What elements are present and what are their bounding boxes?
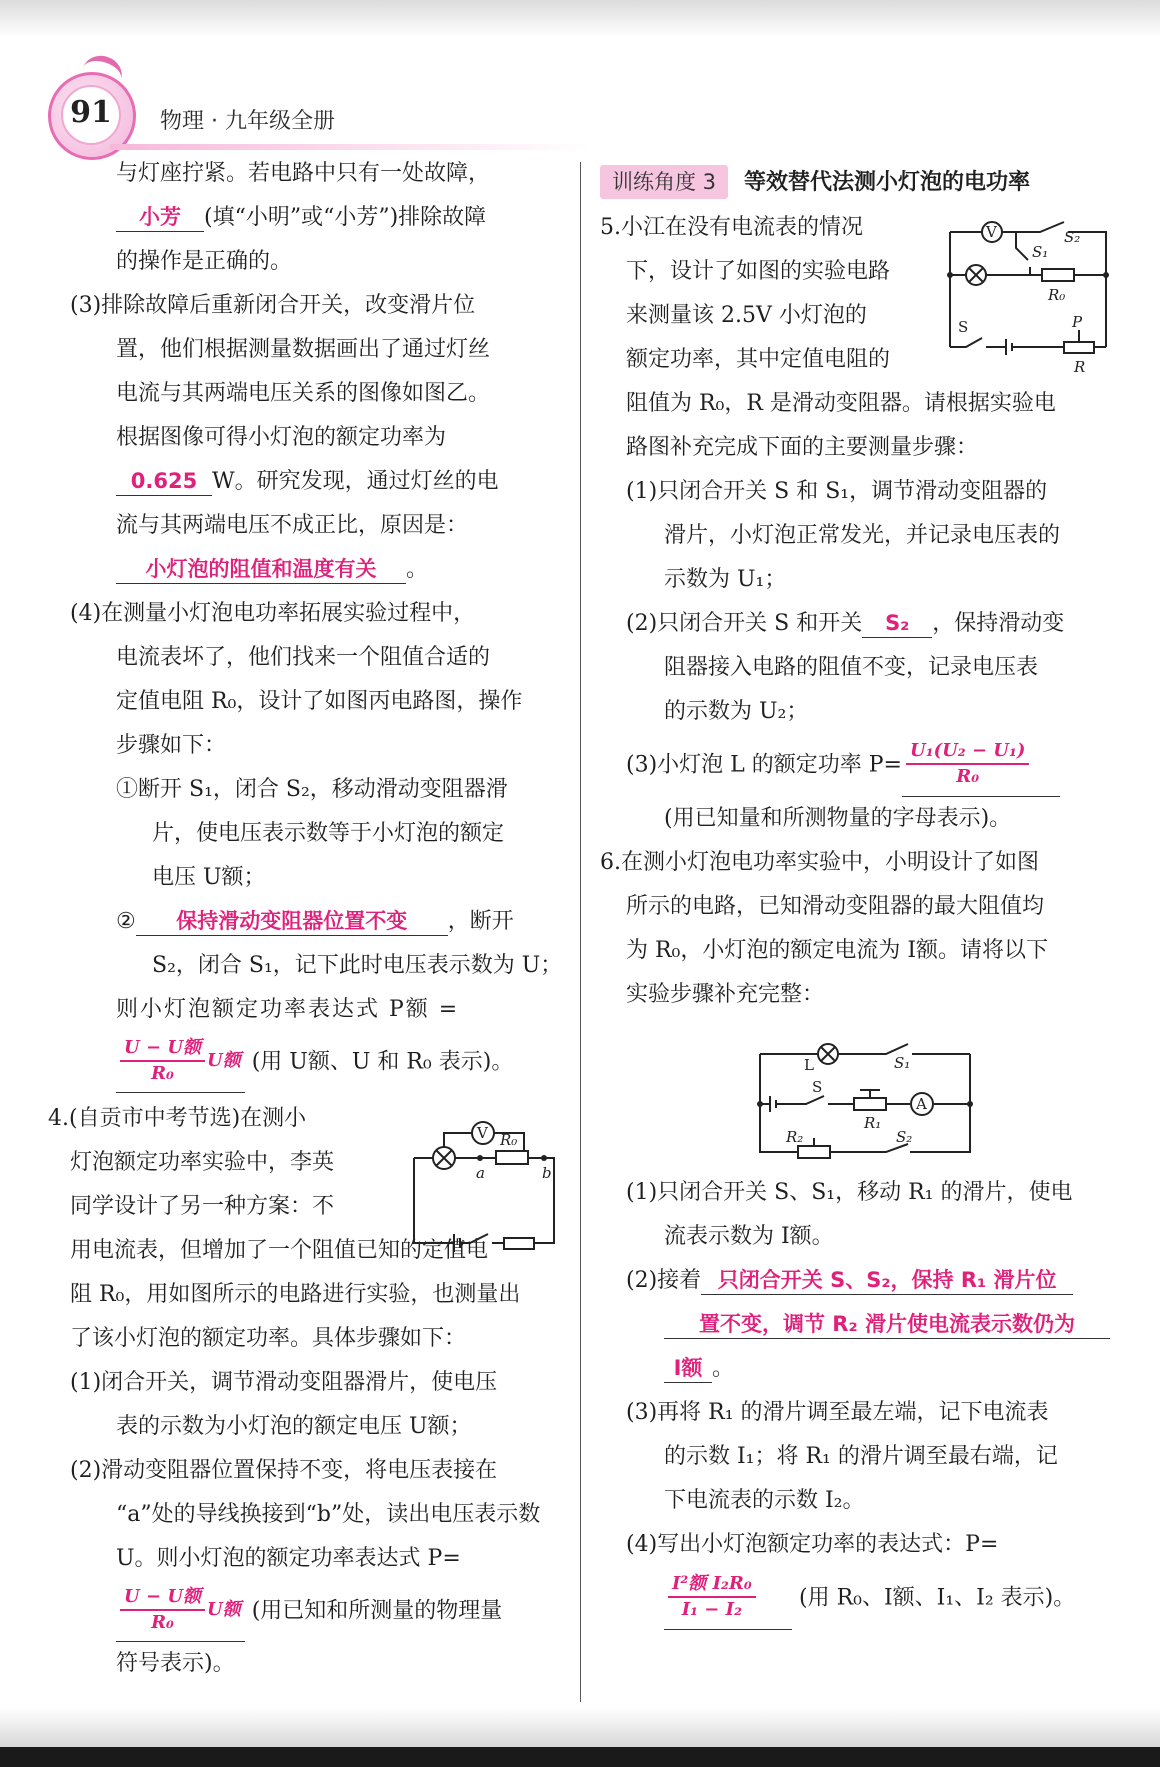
fraction — [120, 1036, 205, 1086]
text-line: 路图补充完成下面的主要测量步骤： — [626, 435, 979, 460]
text-line: 阻值为 R₀，R 是滑动变阻器。请根据实验电 — [626, 391, 1056, 416]
fraction-numerator: U − U额 — [120, 1036, 205, 1062]
circuit-wire — [760, 1044, 970, 1054]
text-line: 为 R₀，小灯泡的额定电流为 I额。请将以下 — [626, 938, 1049, 963]
text-line: 用电流表，但增加了一个阻值已知的定值电 — [70, 1238, 489, 1263]
resistor-r0-label: R₀ — [1048, 286, 1066, 304]
text-line — [600, 1347, 1110, 1391]
circuit-diagram-q5 — [940, 212, 1120, 382]
text-line: 的操作是正确的。 — [116, 249, 293, 274]
text-line: 实验步骤补充完整： — [626, 982, 825, 1007]
text-span: (2)只闭合开关 S 和开关 — [626, 611, 863, 636]
text-line: 定值电阻 R₀，设计了如图丙电路图，操作 — [116, 689, 523, 714]
lamp-label: L — [804, 1056, 814, 1074]
text-line: 表的示数为小灯泡的额定电压 U额； — [116, 1414, 472, 1439]
text-line: 所示的电路，已知滑动变阻器的最大阻值均 — [626, 894, 1045, 919]
text-span: (用 R₀、I额、I₁、I₂ 表示)。 — [799, 1585, 1076, 1611]
answer-blank: 小灯泡的阻值和温度有关 — [116, 555, 406, 584]
text-line: (3)排除故障后重新闭合开关，改变滑片位 — [70, 293, 476, 318]
text-line: 示数为 U₁； — [664, 567, 787, 592]
answer-formula — [116, 1032, 245, 1093]
circuit-diagram-q6 — [756, 1038, 978, 1162]
node — [967, 1101, 973, 1107]
node-b-label: b — [542, 1164, 552, 1182]
fraction-numerator: I²额 I₂R₀ — [668, 1572, 756, 1598]
switch-icon — [460, 1234, 504, 1243]
formula-tail: U额 — [207, 1050, 241, 1071]
text-line: (2)滑动变阻器位置保持不变，将电压表接在 — [70, 1458, 498, 1483]
circuit-wire — [950, 338, 1064, 355]
text-line: 与灯座拧紧。若电路中只有一处故障， — [116, 161, 491, 186]
fraction — [906, 739, 1029, 789]
switch-s1-label: S₁ — [894, 1054, 911, 1072]
text-span: (2)接着 — [626, 1268, 702, 1293]
section-heading — [600, 160, 1110, 206]
voltmeter-label: V — [477, 1124, 488, 1142]
rheostat-r1-icon — [854, 1098, 886, 1110]
text-line — [600, 1303, 1110, 1347]
page-top-shadow — [0, 0, 1160, 38]
text-line: (1)闭合开关，调节滑动变阻器滑片，使电压 — [70, 1370, 498, 1395]
book-title: 物理 · 九年级全册 — [160, 109, 335, 134]
text-line: (1)只闭合开关 S、S₁，移动 R₁ 的滑片，使电 — [626, 1180, 1073, 1205]
text-span: (用 U额、U 和 R₀ 表示)。 — [251, 1049, 514, 1075]
text-line: 的示数 I₁；将 R₁ 的滑片调至最右端，记 — [664, 1444, 1058, 1469]
text-line: 阻器接入电路的阻值不变，记录电压表 — [664, 655, 1039, 680]
text-span: ，保持滑动变 — [932, 611, 1065, 636]
text-line: 5.小江在没有电流表的情况 — [600, 215, 863, 240]
fraction-denominator: I₁ − I₂ — [681, 1599, 742, 1620]
text-line: 了该小灯泡的额定功率。具体步骤如下： — [70, 1326, 467, 1351]
rheostat-slider — [860, 1090, 880, 1098]
answer-formula — [664, 1567, 792, 1630]
answer-blank: 保持滑动变阻器位置不变 — [136, 907, 448, 936]
text-span: 。 — [406, 557, 429, 582]
text-line — [48, 460, 568, 504]
switch-s1-label: S₁ — [1032, 243, 1049, 261]
text-line: 电压 U额； — [152, 865, 266, 890]
text-line: U。则小灯泡的额定功率表达式 P= — [116, 1546, 461, 1571]
node — [1103, 272, 1109, 278]
text-line: S₂，闭合 S₁，记下此时电压表示数为 U； — [152, 953, 563, 978]
resistor-label: R₀ — [500, 1131, 518, 1149]
formula-line — [48, 1032, 568, 1093]
rheostat-r1-label: R₁ — [864, 1114, 882, 1132]
text-span: (用已知和所测量的物理量 — [251, 1598, 503, 1624]
text-line: 符号表示)。 — [116, 1651, 235, 1676]
text-line: 片，使电压表示数等于小灯泡的额定 — [152, 821, 505, 846]
text-line: 6.在测小灯泡电功率实验中，小明设计了如图 — [600, 850, 1039, 875]
answer-blank: 小芳 — [116, 203, 204, 232]
answer-blank: 置不变，调节 R₂ 滑片使电流表示数仍为 — [664, 1310, 1110, 1339]
text-line — [600, 1259, 1110, 1303]
battery-icon — [454, 1234, 460, 1252]
text-line — [48, 900, 568, 944]
text-line: 阻 R₀，用如图所示的电路进行实验，也测量出 — [70, 1282, 521, 1307]
answer-blank: 0.625 — [116, 467, 212, 496]
node-b — [541, 1155, 547, 1161]
answer-formula — [902, 734, 1060, 797]
text-line: 流表示数为 I额。 — [664, 1224, 834, 1249]
text-line: 下电流表的示数 I₂。 — [664, 1488, 865, 1513]
circuit-diagram-q4 — [404, 1118, 564, 1258]
formula-line — [600, 1567, 1110, 1630]
ammeter-label: A — [916, 1095, 927, 1113]
text-line: 流与其两端电压不成正比，原因是： — [116, 513, 469, 538]
page-bottom-bar — [0, 1747, 1160, 1767]
resistor-r0-icon — [496, 1151, 528, 1164]
header-line — [110, 144, 590, 150]
text-line: 电流与其两端电压关系的图像如图乙。 — [116, 381, 491, 406]
text-line: 同学设计了另一种方案：不 — [70, 1194, 335, 1219]
answer-blank: S₂ — [862, 609, 932, 638]
fraction — [120, 1585, 205, 1635]
text-span: (3)小灯泡 L 的额定功率 P= — [626, 752, 902, 778]
answer-formula — [116, 1581, 245, 1642]
text-line — [48, 548, 568, 592]
resistor-r0-icon — [1042, 269, 1074, 281]
text-line: “a”处的导线换接到“b”处，读出电压表示数 — [116, 1502, 541, 1527]
text-line: (1)只闭合开关 S 和 S₁，调节滑动变阻器的 — [626, 479, 1048, 504]
text-line: 灯泡额定功率实验中，李英 — [70, 1150, 335, 1175]
node — [947, 272, 953, 278]
text-line: 则小灯泡额定功率表达式 P额 = — [116, 997, 460, 1022]
rheostat-icon — [1064, 342, 1094, 353]
fraction-numerator: U − U额 — [120, 1585, 205, 1611]
formula-line — [600, 734, 1110, 797]
node-a — [477, 1155, 483, 1161]
text-line: (4)在测量小灯泡电功率拓展实验过程中， — [70, 601, 476, 626]
fraction-denominator: R₀ — [151, 1063, 174, 1084]
slider-label: P — [1072, 313, 1083, 331]
text-line: 置，他们根据测量数据画出了通过灯丝 — [116, 337, 491, 362]
text-line: 额定功率，其中定值电阻的 — [626, 347, 891, 372]
rheostat-icon — [504, 1238, 534, 1249]
text-span: ，断开 — [447, 909, 514, 934]
page-badge-inner — [61, 85, 121, 145]
rheostat-r2-label: R₂ — [786, 1128, 804, 1146]
section-tag: 训练角度 3 — [600, 165, 728, 199]
text-line: 4.(自贡市中考节选)在测小 — [48, 1106, 307, 1131]
text-line: 来测量该 2.5V 小灯泡的 — [626, 303, 867, 328]
text-line: 电流表坏了，他们找来一个阻值合适的 — [116, 645, 491, 670]
text-line: 下，设计了如图的实验电路 — [626, 259, 891, 284]
text-span: W。研究发现，通过灯丝的电 — [212, 469, 499, 494]
fraction-denominator: R₀ — [956, 766, 980, 787]
text-span: 。 — [712, 1356, 735, 1381]
text-line: ①断开 S₁，闭合 S₂，移动滑动变阻器滑 — [116, 777, 508, 802]
text-line: (3)再将 R₁ 的滑片调至最左端，记下电流表 — [626, 1400, 1049, 1425]
switch-s1-icon — [1016, 232, 1030, 275]
page-bottom-shadow — [0, 1707, 1160, 1747]
answer-blank: I额 — [664, 1354, 712, 1383]
text-line: (用已知量和所测物量的字母表示)。 — [664, 806, 1012, 831]
text-line: 的示数为 U₂； — [664, 699, 809, 724]
text-line — [48, 196, 568, 240]
node-a-label: a — [476, 1164, 485, 1182]
text-line: (4)写出小灯泡额定功率的表达式：P= — [626, 1532, 999, 1557]
switch-s-label: S — [812, 1078, 823, 1096]
fraction-denominator: R₀ — [151, 1612, 174, 1633]
formula-line — [48, 1581, 568, 1642]
switch-s-label: S — [958, 318, 969, 336]
text-line: 滑片，小灯泡正常发光，并记录电压表的 — [664, 523, 1061, 548]
text-line: 根据图像可得小灯泡的额定功率为 — [116, 425, 447, 450]
rheostat-r2-icon — [798, 1146, 830, 1158]
switch-s2-label: S₂ — [1064, 228, 1081, 246]
answer-blank: 只闭合开关 S、S₂，保持 R₁ 滑片位 — [701, 1266, 1073, 1295]
column-divider — [580, 162, 581, 1702]
fraction — [668, 1572, 756, 1622]
node — [757, 1101, 763, 1107]
fraction-numerator: U₁(U₂ − U₁) — [906, 739, 1029, 765]
text-span: ② — [116, 909, 136, 934]
page-number: 91 — [70, 95, 112, 130]
switch-s2-label: S₂ — [896, 1128, 913, 1146]
left-column — [48, 152, 568, 1686]
text-span: (填“小明”或“小芳”)排除故障 — [204, 205, 487, 230]
section-title: 等效替代法测小灯泡的电功率 — [744, 170, 1031, 195]
text-line — [600, 602, 1110, 646]
circuit-wire — [414, 1158, 454, 1243]
rheostat-label: R — [1074, 358, 1086, 376]
formula-tail: U额 — [207, 1599, 241, 1620]
voltmeter-label: V — [986, 223, 997, 241]
text-line: 步骤如下： — [116, 733, 227, 758]
